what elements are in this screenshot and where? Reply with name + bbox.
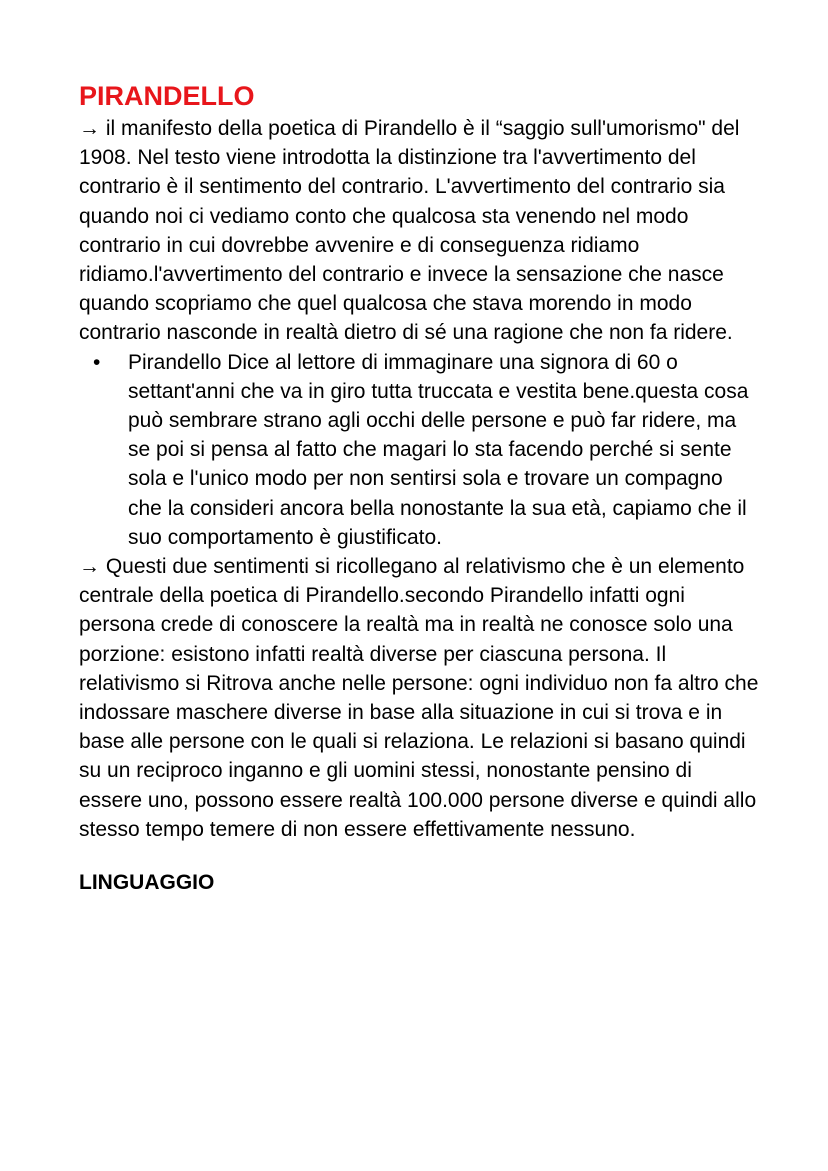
section-heading: LINGUAGGIO	[79, 871, 215, 895]
bullet-icon: •	[93, 350, 101, 374]
intro-paragraph: → il manifesto della poetica di Pirandello è il “saggio sull'umorismo" del 1908. Nel testo viene introdotta la distinzione tra l'avvertimento del contrario è il sentimento del contrario. L'avvertimento del contrario sia quando noi ci vediamo conto che qualcosa sta venendo nel modo contrario in cui dovrebbe avvenire e di conseguenza ridiamo ridiamo.l'avvertimento del contrario e invece la sensazione che nasce quando scopriamo che quel qualcosa che stava morendo in modo contrario nasconde in realtà dietro di sé una ragione che non fa ridere.	[79, 117, 740, 345]
bullet-text: Pirandello Dice al lettore di immaginare una signora di 60 o settant'anni che va in giro tutta truccata e vestita bene.questa cosa può sembrare strano agli occhi delle persone e può far ridere, ma se poi si pensa al fatto che magari lo sta facendo perché si sente sola e l'unico modo per non sentirsi sola e trovare un compagno che la consideri ancora bella nonostante la sua età, capiamo che il suo comportamento è giustificato.	[128, 350, 749, 549]
bullet-list	[79, 348, 759, 552]
list-item	[79, 348, 759, 552]
document-page	[79, 78, 759, 897]
second-paragraph: → Questi due sentimenti si ricollegano al relativismo che è un elemento centrale della poetica di Pirandello.secondo Pirandello infatti ogni persona crede di conoscere la realtà ma in realtà ne conosce solo una porzione: esistono infatti realtà diverse per ciascuna persona. Il relativismo si Ritrova anche nelle persone: ogni individuo non fa altro che indossare maschere diverse in base alla situazione in cui si trova e in base alle persone con le quali si relaziona. Le relazioni si basano quindi su un reciproco inganno e gli uomini stessi, nonostante pensino di essere uno, possono essere realtà 100.000 persone diverse e quindi allo stesso tempo temere di non essere effettivamente nessuno.	[79, 555, 759, 841]
document-title: PIRANDELLO	[79, 81, 255, 111]
